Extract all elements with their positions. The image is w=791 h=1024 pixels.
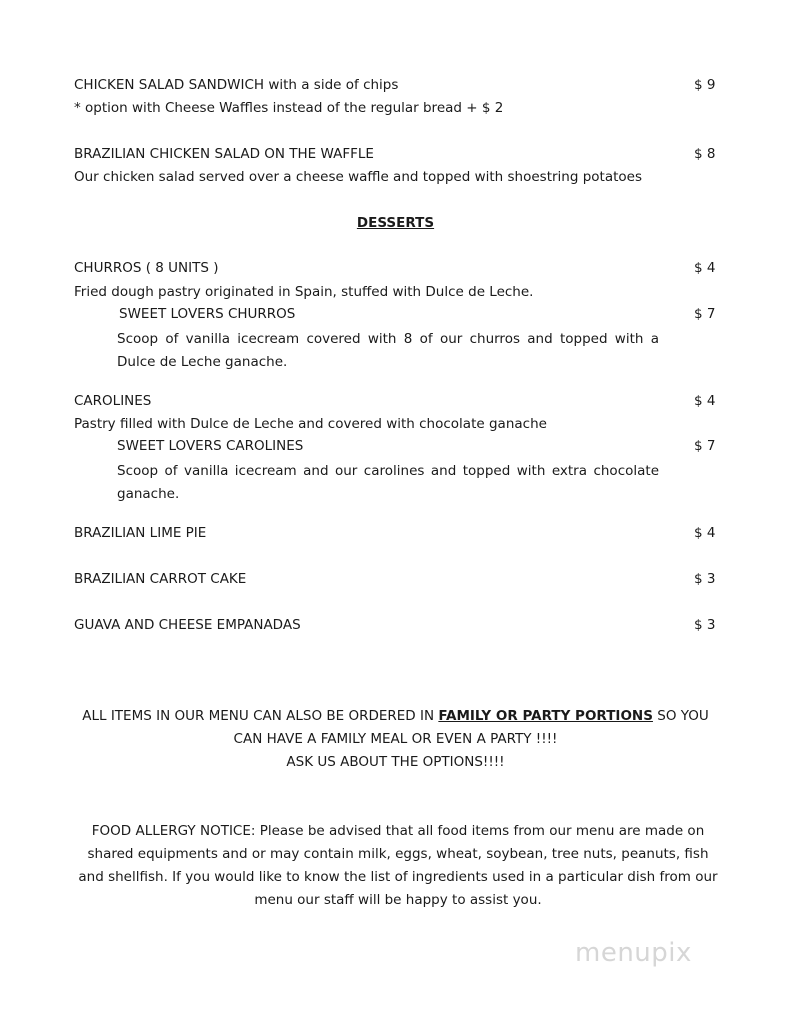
sweet-lovers-churros-desc: Scoop of vanilla icecream covered with 8 of our churros and topped with a Dulce de Leche ganache. xyxy=(117,331,659,370)
brazilian-carrot-cake-name: BRAZILIAN CARROT CAKE xyxy=(74,571,247,587)
sweet-lovers-churros-name: SWEET LOVERS CHURROS xyxy=(119,306,296,322)
brazilian-chicken-salad-desc: Our chicken salad served over a cheese waffle and topped with shoestring potatoes xyxy=(74,169,643,185)
guava-cheese-empanadas-price: $ 3 xyxy=(694,617,716,633)
menupix-watermark: menupix xyxy=(575,938,692,968)
carolines-price: $ 4 xyxy=(694,393,716,409)
family-portions-notice xyxy=(70,705,721,774)
family-notice-text-2: SO YOU CAN HAVE A FAMILY MEAL OR EVEN A PARTY !!!! xyxy=(233,708,709,747)
carolines-desc: Pastry filled with Dulce de Leche and covered with chocolate ganache xyxy=(74,416,547,432)
sweet-lovers-carolines-desc: Scoop of vanilla icecream and our carolines and topped with extra chocolate ganache. xyxy=(117,463,659,502)
brazilian-chicken-salad-name: BRAZILIAN CHICKEN SALAD ON THE WAFFLE xyxy=(74,146,374,162)
food-allergy-notice: FOOD ALLERGY NOTICE: Please be advised that all food items from our menu are made on shared equipments and or may contain milk, eggs, wheat, soybean, tree nuts, peanuts, fish and shellfish. If you would like to know the list of ingredients used in a particular dish from our menu our staff will be happy to assist you. xyxy=(78,823,718,908)
brazilian-lime-pie-name: BRAZILIAN LIME PIE xyxy=(74,525,207,541)
brazilian-chicken-salad-price: $ 8 xyxy=(694,146,716,162)
sweet-lovers-carolines-name: SWEET LOVERS CAROLINES xyxy=(117,438,304,454)
sweet-lovers-churros-price: $ 7 xyxy=(694,306,716,322)
churros-price: $ 4 xyxy=(694,260,716,276)
carolines-name: CAROLINES xyxy=(74,393,152,409)
family-notice-text-1: ALL ITEMS IN OUR MENU CAN ALSO BE ORDERED IN xyxy=(82,708,439,724)
chicken-salad-sandwich-option: * option with Cheese Waffles instead of the regular bread + $ 2 xyxy=(74,100,504,116)
chicken-salad-sandwich-price: $ 9 xyxy=(694,77,716,93)
brazilian-lime-pie-price: $ 4 xyxy=(694,525,716,541)
chicken-salad-sandwich-name: CHICKEN SALAD SANDWICH with a side of chips xyxy=(74,77,399,93)
churros-name: CHURROS ( 8 UNITS ) xyxy=(74,260,219,276)
family-party-portions-highlight: FAMILY OR PARTY PORTIONS xyxy=(438,708,653,724)
family-notice-options: ASK US ABOUT THE OPTIONS!!!! xyxy=(286,754,505,770)
churros-desc: Fried dough pastry originated in Spain, stuffed with Dulce de Leche. xyxy=(74,284,534,300)
sweet-lovers-carolines-price: $ 7 xyxy=(694,438,716,454)
desserts-heading: DESSERTS xyxy=(356,215,435,231)
brazilian-carrot-cake-price: $ 3 xyxy=(694,571,716,587)
guava-cheese-empanadas-name: GUAVA AND CHEESE EMPANADAS xyxy=(74,617,301,633)
